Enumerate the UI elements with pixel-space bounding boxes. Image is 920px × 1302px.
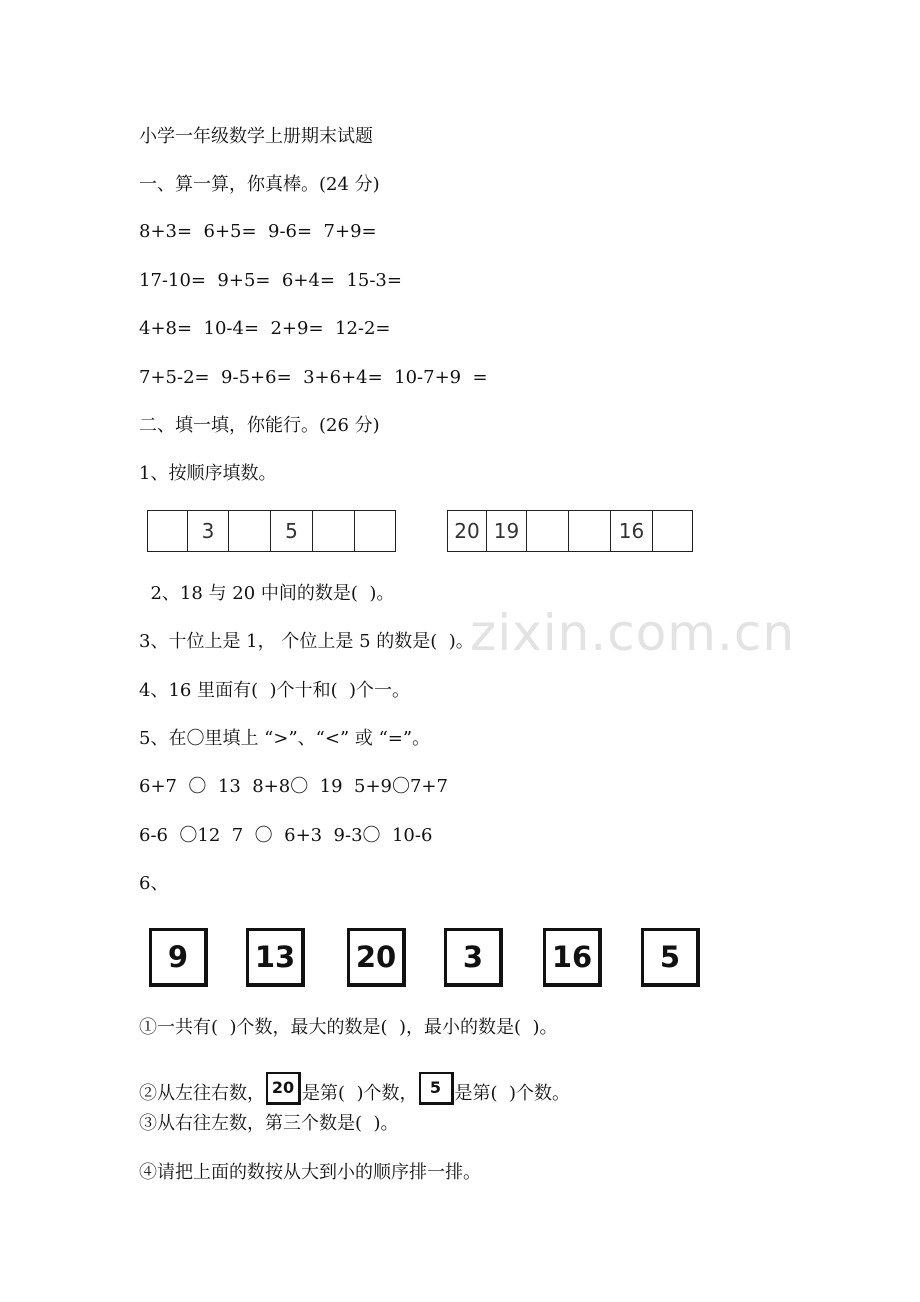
- sequence-cell[interactable]: [652, 510, 693, 552]
- number-sequence-right: [447, 510, 693, 552]
- calc-row: 4+8= 10-4= 2+9= 12-2=: [139, 318, 391, 339]
- watermark: zixin.com.cn: [470, 604, 796, 662]
- sequence-cell: 20: [447, 510, 486, 552]
- sub2-text-b: 是第( )个数，: [302, 1083, 418, 1104]
- question-2: 2、18 与 20 中间的数是( )。: [139, 583, 395, 604]
- compare-row: 6+7 〇 13 8+8〇 19 5+9〇7+7: [139, 776, 448, 797]
- sequence-cell[interactable]: [526, 510, 568, 552]
- section2-heading: 二、填一填，你能行。(26 分): [139, 415, 380, 436]
- calc-row: 17-10= 9+5= 6+4= 15-3=: [139, 270, 402, 291]
- section1-heading: 一、算一算，你真棒。(24 分): [139, 174, 380, 195]
- sequence-cell: 16: [610, 510, 652, 552]
- number-card: 9: [149, 928, 208, 987]
- sub2-text-a: ②从左往右数，: [139, 1083, 265, 1104]
- number-card: 16: [543, 928, 602, 987]
- page-title: 小学一年级数学上册期末试题: [139, 126, 373, 147]
- number-sequence-left: [147, 510, 396, 552]
- calc-row: 8+3= 6+5= 9-6= 7+9=: [139, 221, 377, 242]
- sequence-cell: 5: [270, 510, 312, 552]
- sequence-cell[interactable]: [568, 510, 610, 552]
- number-card-small: 20: [266, 1072, 301, 1105]
- sub-question-2: [139, 1072, 570, 1105]
- sequence-cell[interactable]: [312, 510, 354, 552]
- sequence-cell: 19: [486, 510, 526, 552]
- question-5: 5、在〇里填上 “>”、“<” 或 “=”。: [139, 728, 431, 749]
- number-card: 20: [347, 928, 406, 987]
- sequence-cell[interactable]: [354, 510, 396, 552]
- number-card-small: 5: [419, 1072, 454, 1105]
- sequence-cell[interactable]: [147, 510, 187, 552]
- number-card: 3: [444, 928, 503, 987]
- sub-question-1: ①一共有( )个数，最大的数是( )，最小的数是( )。: [139, 1017, 558, 1038]
- question-4: 4、16 里面有( )个十和( )个一。: [139, 680, 411, 701]
- calc-row: 7+5-2= 9-5+6= 3+6+4= 10-7+9 =: [139, 367, 488, 388]
- compare-row: 6-6 〇12 7 〇 6+3 9-3〇 10-6: [139, 825, 433, 846]
- sub-question-4: ④请把上面的数按从大到小的顺序排一排。: [139, 1162, 481, 1183]
- sub2-text-c: 是第( )个数。: [454, 1083, 570, 1104]
- number-card: 13: [246, 928, 305, 987]
- question-3: 3、十位上是 1， 个位上是 5 的数是( )。: [139, 631, 474, 652]
- sequence-cell: 3: [187, 510, 228, 552]
- question-1: 1、按顺序填数。: [139, 463, 277, 484]
- question-6: 6、: [139, 873, 169, 894]
- sub-question-3: ③从右往左数，第三个数是( )。: [139, 1113, 399, 1134]
- sequence-cell[interactable]: [228, 510, 270, 552]
- number-card: 5: [641, 928, 700, 987]
